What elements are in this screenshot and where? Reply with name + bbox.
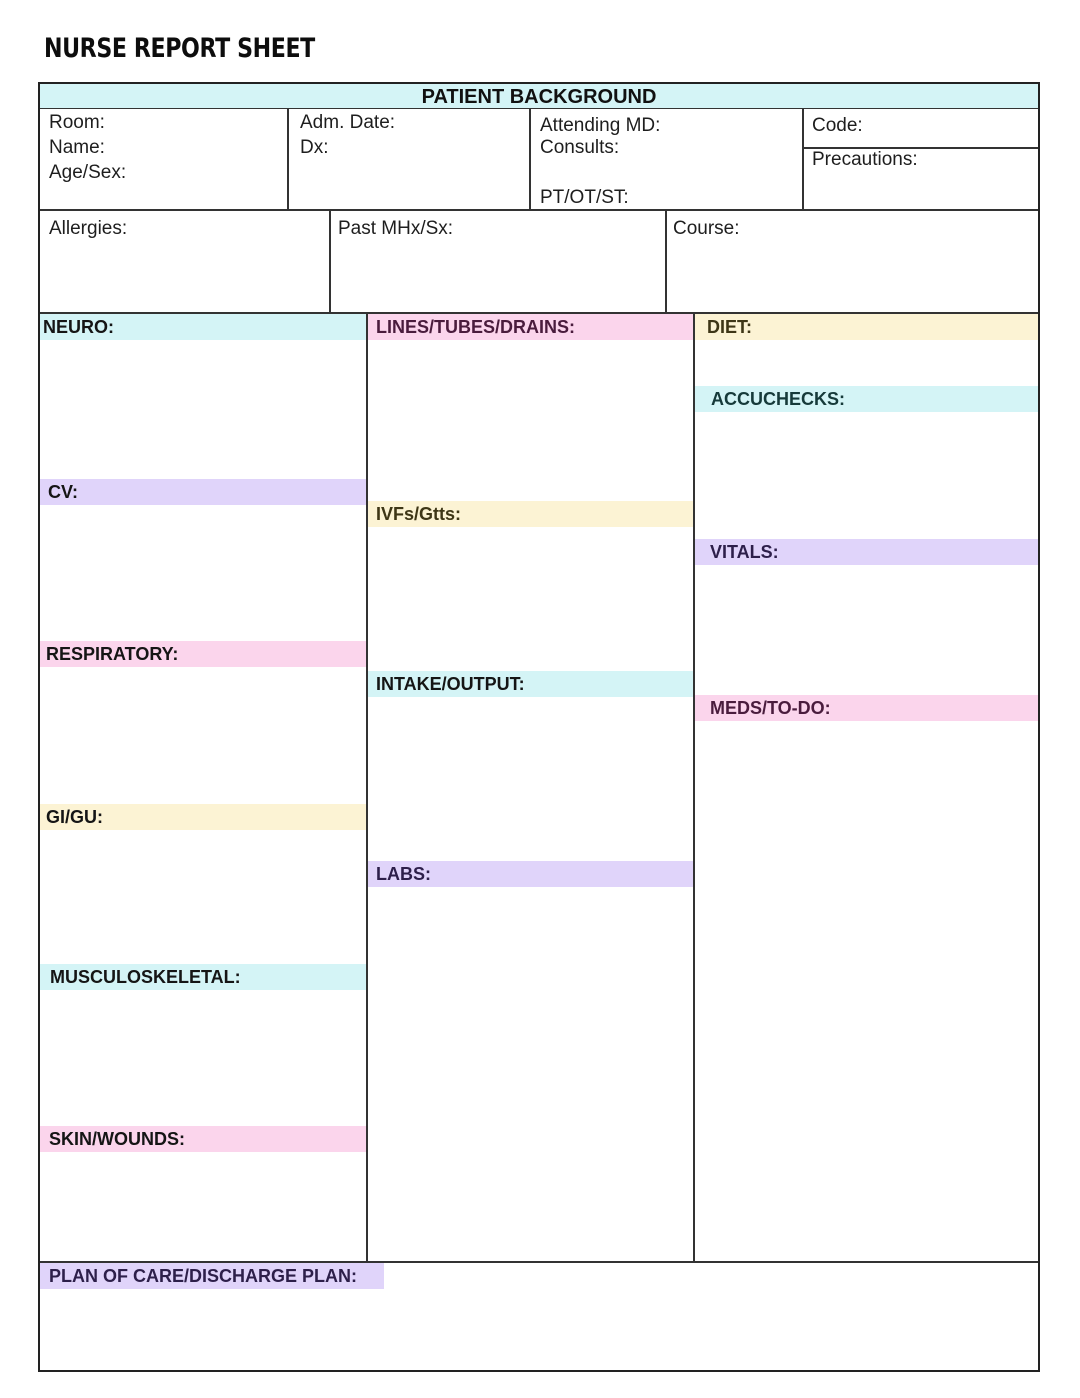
section-meds-to-do: MEDS/TO-DO: <box>695 695 1038 721</box>
section-labs: LABS: <box>368 861 693 887</box>
page-title: NURSE REPORT SHEET <box>44 33 315 64</box>
divider <box>366 313 368 1263</box>
allergies-field[interactable]: Allergies: <box>49 218 128 239</box>
report-form <box>38 82 1040 1372</box>
divider <box>40 209 1038 211</box>
consults-field[interactable]: Consults: <box>540 137 620 158</box>
divider <box>529 109 531 210</box>
code-field[interactable]: Code: <box>812 115 863 136</box>
age-sex-field[interactable]: Age/Sex: <box>49 162 127 183</box>
divider <box>693 313 695 1263</box>
room-field[interactable]: Room: <box>49 112 105 133</box>
past-mhx-field[interactable]: Past MHx/Sx: <box>338 218 454 239</box>
section-intake-output: INTAKE/OUTPUT: <box>368 671 693 697</box>
divider <box>329 210 331 313</box>
course-field[interactable]: Course: <box>673 218 740 239</box>
section-accuchecks: ACCUCHECKS: <box>695 386 1038 412</box>
attending-md-field[interactable]: Attending MD: <box>540 115 661 136</box>
pt-ot-st-field[interactable]: PT/OT/ST: <box>540 187 629 208</box>
divider <box>287 109 289 210</box>
section-respiratory: RESPIRATORY: <box>40 641 366 667</box>
precautions-field[interactable]: Precautions: <box>812 149 918 170</box>
section-plan-of-care: PLAN OF CARE/DISCHARGE PLAN: <box>40 1263 384 1289</box>
name-field[interactable]: Name: <box>49 137 105 158</box>
section-musculoskeletal: MUSCULOSKELETAL: <box>40 964 366 990</box>
divider <box>665 210 667 313</box>
adm-date-field[interactable]: Adm. Date: <box>300 112 396 133</box>
patient-background-heading: PATIENT BACKGROUND <box>40 84 1038 109</box>
section-neuro: NEURO: <box>40 314 366 340</box>
section-ivfs-gtts: IVFs/Gtts: <box>368 501 693 527</box>
section-cv: CV: <box>40 479 366 505</box>
dx-field[interactable]: Dx: <box>300 137 329 158</box>
section-lines-tubes-drains: LINES/TUBES/DRAINS: <box>368 314 693 340</box>
section-skin-wounds: SKIN/WOUNDS: <box>40 1126 366 1152</box>
section-gi-gu: GI/GU: <box>40 804 366 830</box>
section-diet: DIET: <box>695 314 1038 340</box>
divider <box>802 109 804 210</box>
section-vitals: VITALS: <box>695 539 1038 565</box>
